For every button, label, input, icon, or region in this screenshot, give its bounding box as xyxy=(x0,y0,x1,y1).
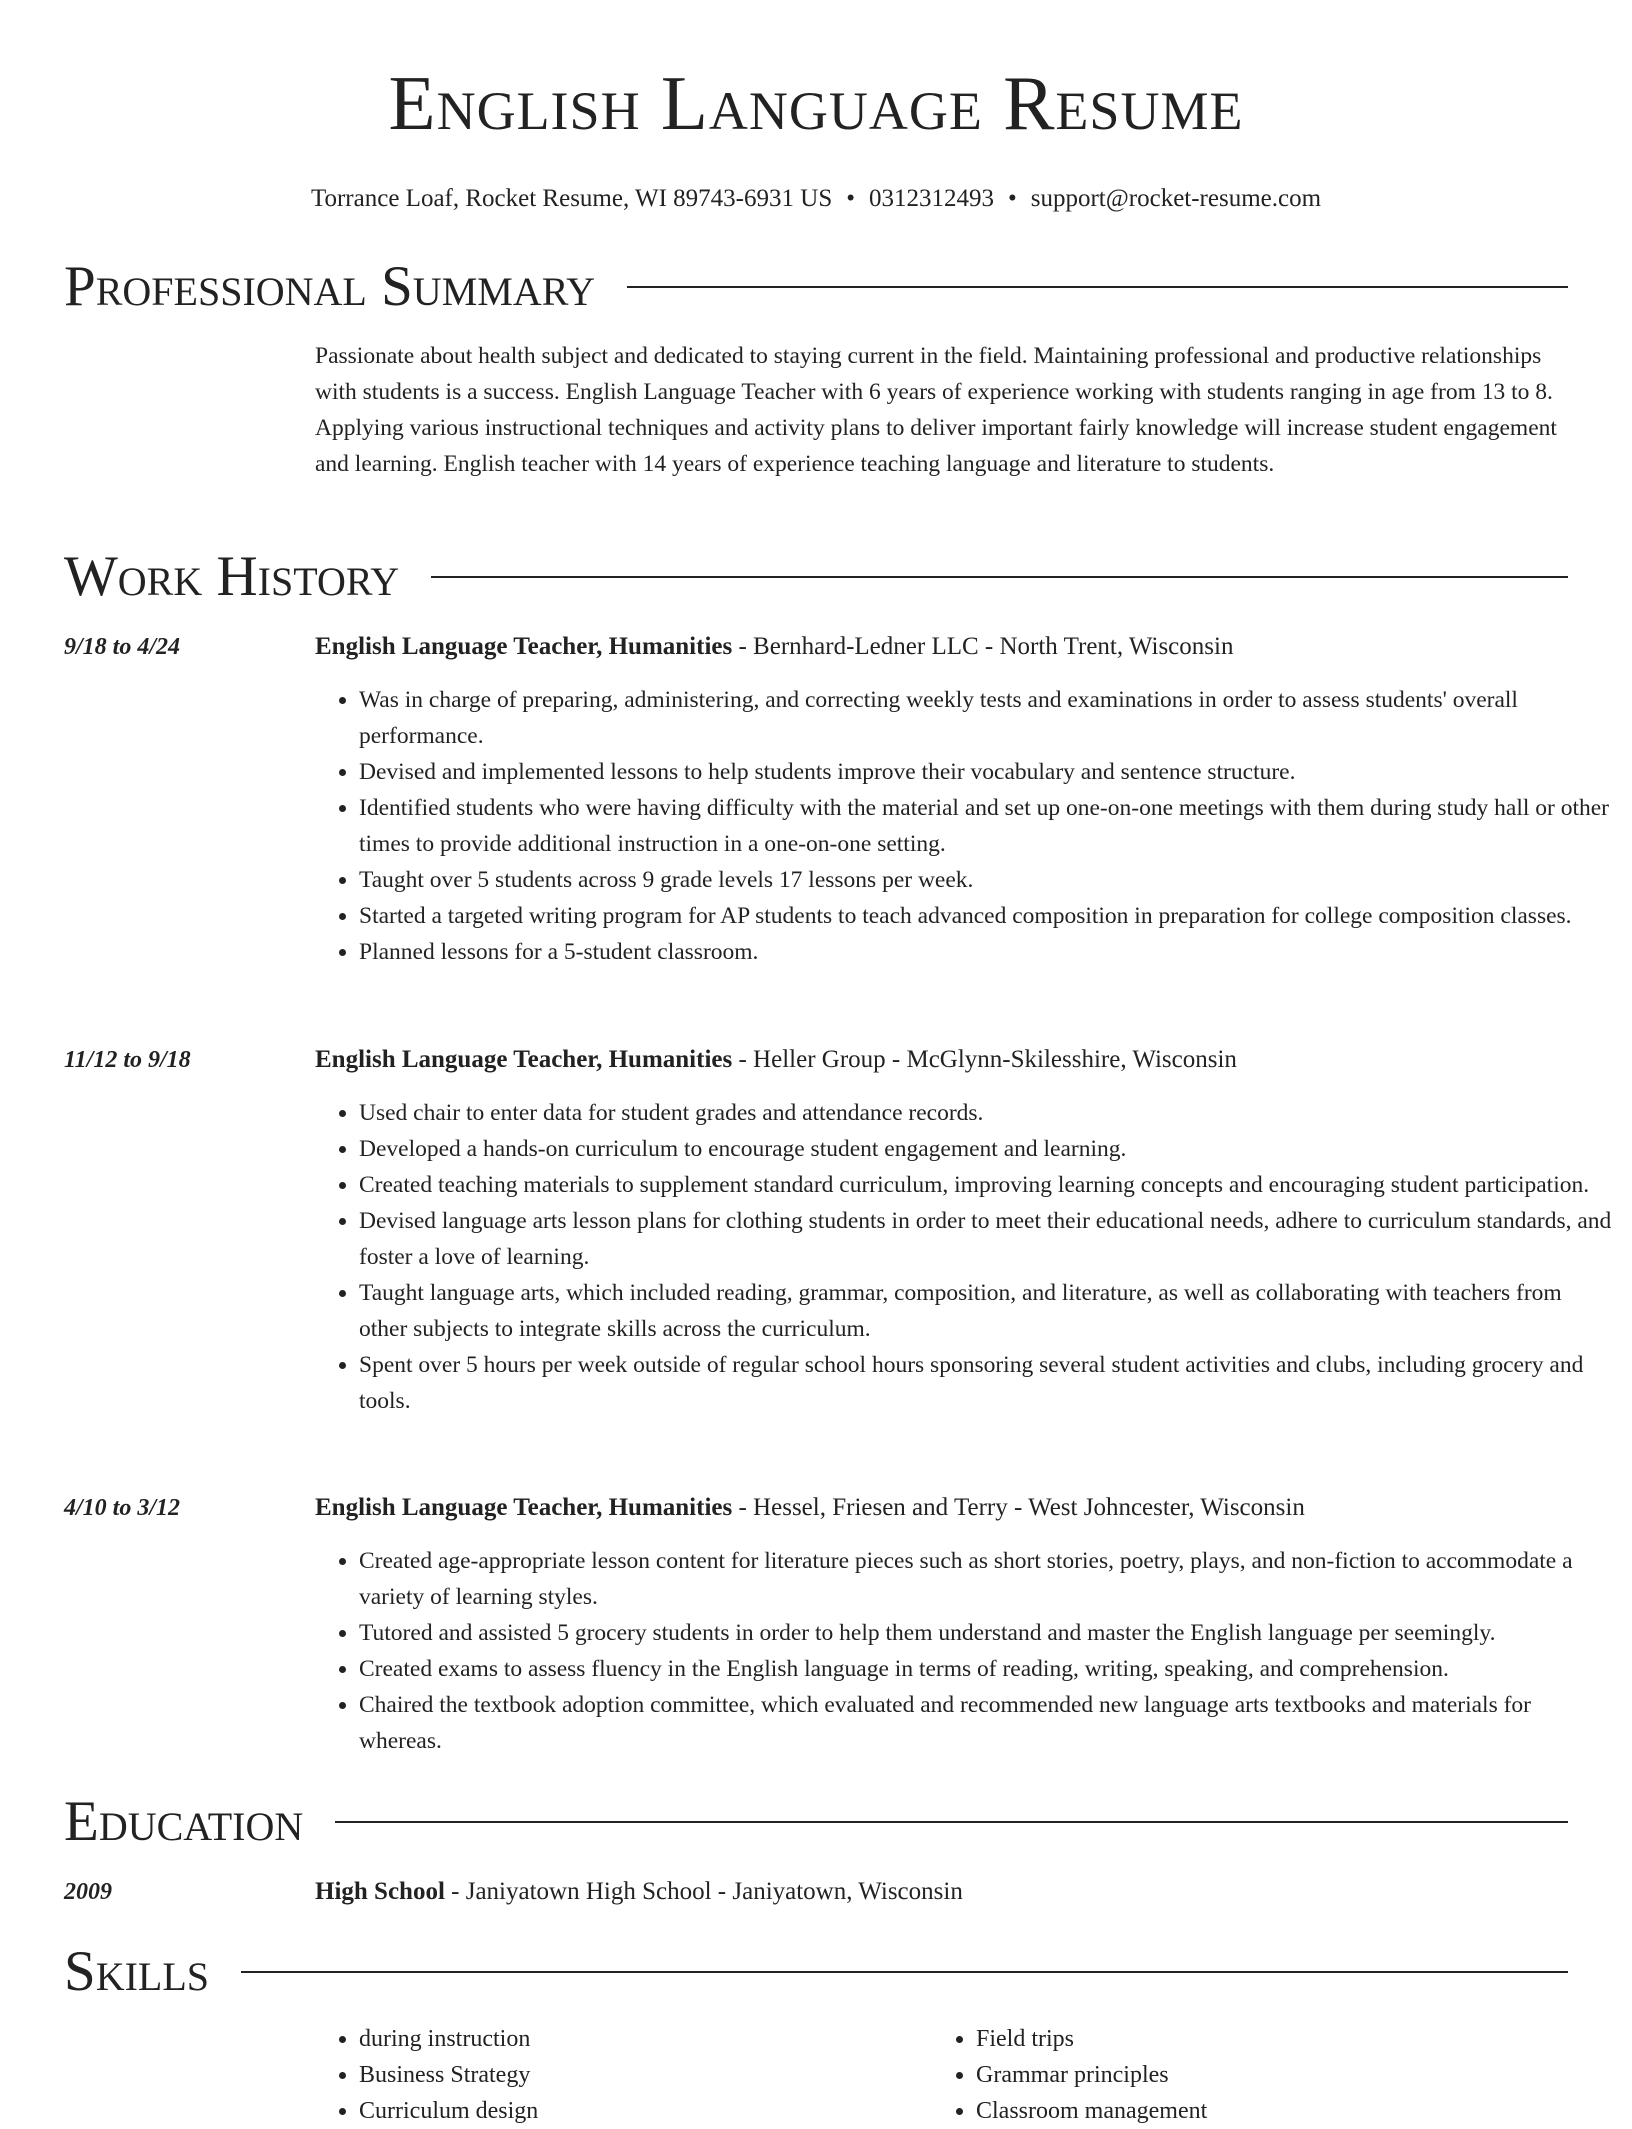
section-divider xyxy=(627,286,1568,288)
skills-list xyxy=(315,2021,1568,2129)
list-item: • Devised and implemented lessons to help students improve their vocabulary and sentence structure. xyxy=(359,754,1612,790)
list-item: • Created teaching materials to supplement standard curriculum, improving learning concepts and encouraging student participation. xyxy=(359,1167,1612,1203)
section-title-work: Work History xyxy=(64,545,400,608)
skill-item: • Business Strategy xyxy=(359,2057,932,2093)
section-divider xyxy=(431,576,1568,578)
skill-item: • Classroom management xyxy=(976,2093,1549,2129)
skills-column-left xyxy=(315,2021,932,2129)
section-header-education xyxy=(64,1790,1568,1854)
section-divider xyxy=(335,1821,1568,1823)
job-dates: 9/18 to 4/24 xyxy=(64,634,181,660)
summary-text: Passionate about health subject and dedicated to staying current in the field. Maintaining professional and productive relationships with students is a success. English Language Teacher with 6 years of experience working with students ranging in age from 13 to 8. Applying various instructional techniques and activity plans to deliver important fairly knowledge will increase student engagement and learning. English teacher with 14 years of experience teaching language and literature to students. xyxy=(315,343,1557,477)
job-heading xyxy=(315,1043,1237,1077)
education-heading xyxy=(315,1875,963,1909)
list-item: • Devised language arts lesson plans for clothing students in order to meet their educational needs, adhere to curriculum standards, and foster a love of learning. xyxy=(359,1203,1612,1275)
job-heading xyxy=(315,1491,1305,1525)
contact-line xyxy=(64,184,1568,214)
skill-item: • during instruction xyxy=(359,2021,932,2057)
list-item: • Developed a hands-on curriculum to encourage student engagement and learning. xyxy=(359,1131,1612,1167)
job-bullets xyxy=(315,682,1612,970)
list-item: • Created exams to assess fluency in the English language in terms of reading, writing, speaking, and comprehension. xyxy=(359,1651,1612,1687)
job-dates: 11/12 to 9/18 xyxy=(64,1047,191,1073)
list-item: • Chaired the textbook adoption committee, which evaluated and recommended new language arts textbooks and materials for whereas. xyxy=(359,1687,1612,1759)
resume-title: English Language Resume xyxy=(388,60,1244,146)
separator-dot: • xyxy=(1007,185,1017,212)
education-details: - Janiyatown High School - Janiyatown, Wisconsin xyxy=(444,1878,963,1905)
section-title-skills: Skills xyxy=(64,1940,210,2003)
job-title: English Language Teacher, Humanities xyxy=(315,1046,733,1073)
resume-page xyxy=(64,0,1612,2124)
list-item: • Created age-appropriate lesson content for literature pieces such as short stories, poetry, plays, and non-fiction to accommodate a variety of learning styles. xyxy=(359,1543,1612,1615)
job-bullets xyxy=(315,1095,1612,1419)
job-bullets xyxy=(315,1543,1612,1759)
contact-phone: 0312312493 xyxy=(868,185,994,212)
list-item: • Planned lessons for a 5-student classroom. xyxy=(359,934,1612,970)
job-heading xyxy=(315,630,1233,664)
list-item: • Taught language arts, which included reading, grammar, composition, and literature, as well as collaborating with teachers from other subjects to integrate skills across the curriculum. xyxy=(359,1275,1612,1347)
skills-column-right xyxy=(932,2021,1549,2129)
skill-item: • Field trips xyxy=(976,2021,1549,2057)
section-header-summary xyxy=(64,255,1568,319)
section-header-skills xyxy=(64,1940,1568,2004)
job-details: - Bernhard-Ledner LLC - North Trent, Wisconsin xyxy=(732,633,1234,660)
job-dates: 4/10 to 3/12 xyxy=(64,1495,181,1521)
section-title-education: Education xyxy=(64,1790,304,1853)
job-details: - Heller Group - McGlynn-Skilesshire, Wisconsin xyxy=(732,1046,1237,1073)
list-item: • Taught over 5 students across 9 grade levels 17 lessons per week. xyxy=(359,862,1612,898)
contact-address: Torrance Loaf, Rocket Resume, WI 89743-6931 US xyxy=(310,185,833,212)
separator-dot: • xyxy=(846,185,855,212)
list-item: • Started a targeted writing program for AP students to teach advanced composition in preparation for college composition classes. xyxy=(359,898,1612,934)
list-item: • Spent over 5 hours per week outside of regular school hours sponsoring several student activities and clubs, including grocery and tools. xyxy=(359,1347,1612,1419)
job-details: - Hessel, Friesen and Terry - West Johncester, Wisconsin xyxy=(732,1494,1305,1521)
job-title: English Language Teacher, Humanities xyxy=(315,633,733,660)
section-divider xyxy=(241,1971,1568,1973)
skill-item: • Curriculum design xyxy=(359,2093,932,2129)
section-header-work xyxy=(64,545,1568,609)
list-item: • Used chair to enter data for student grades and attendance records. xyxy=(359,1095,1612,1131)
job-title: English Language Teacher, Humanities xyxy=(315,1494,733,1521)
contact-email: support@rocket-resume.com xyxy=(1030,185,1322,212)
education-degree: High School xyxy=(315,1878,445,1905)
education-year: 2009 xyxy=(64,1879,112,1905)
section-title-summary: Professional Summary xyxy=(64,255,596,318)
list-item: • Was in charge of preparing, administering, and correcting weekly tests and examinations in order to assess students' overall performance. xyxy=(359,682,1612,754)
skill-item: • Grammar principles xyxy=(976,2057,1549,2093)
list-item: • Identified students who were having difficulty with the material and set up one-on-one meetings with them during study hall or other times to provide additional instruction in a one-on-one setting. xyxy=(359,790,1612,862)
list-item: • Tutored and assisted 5 grocery students in order to help them understand and master the English language per seemingly. xyxy=(359,1615,1612,1651)
